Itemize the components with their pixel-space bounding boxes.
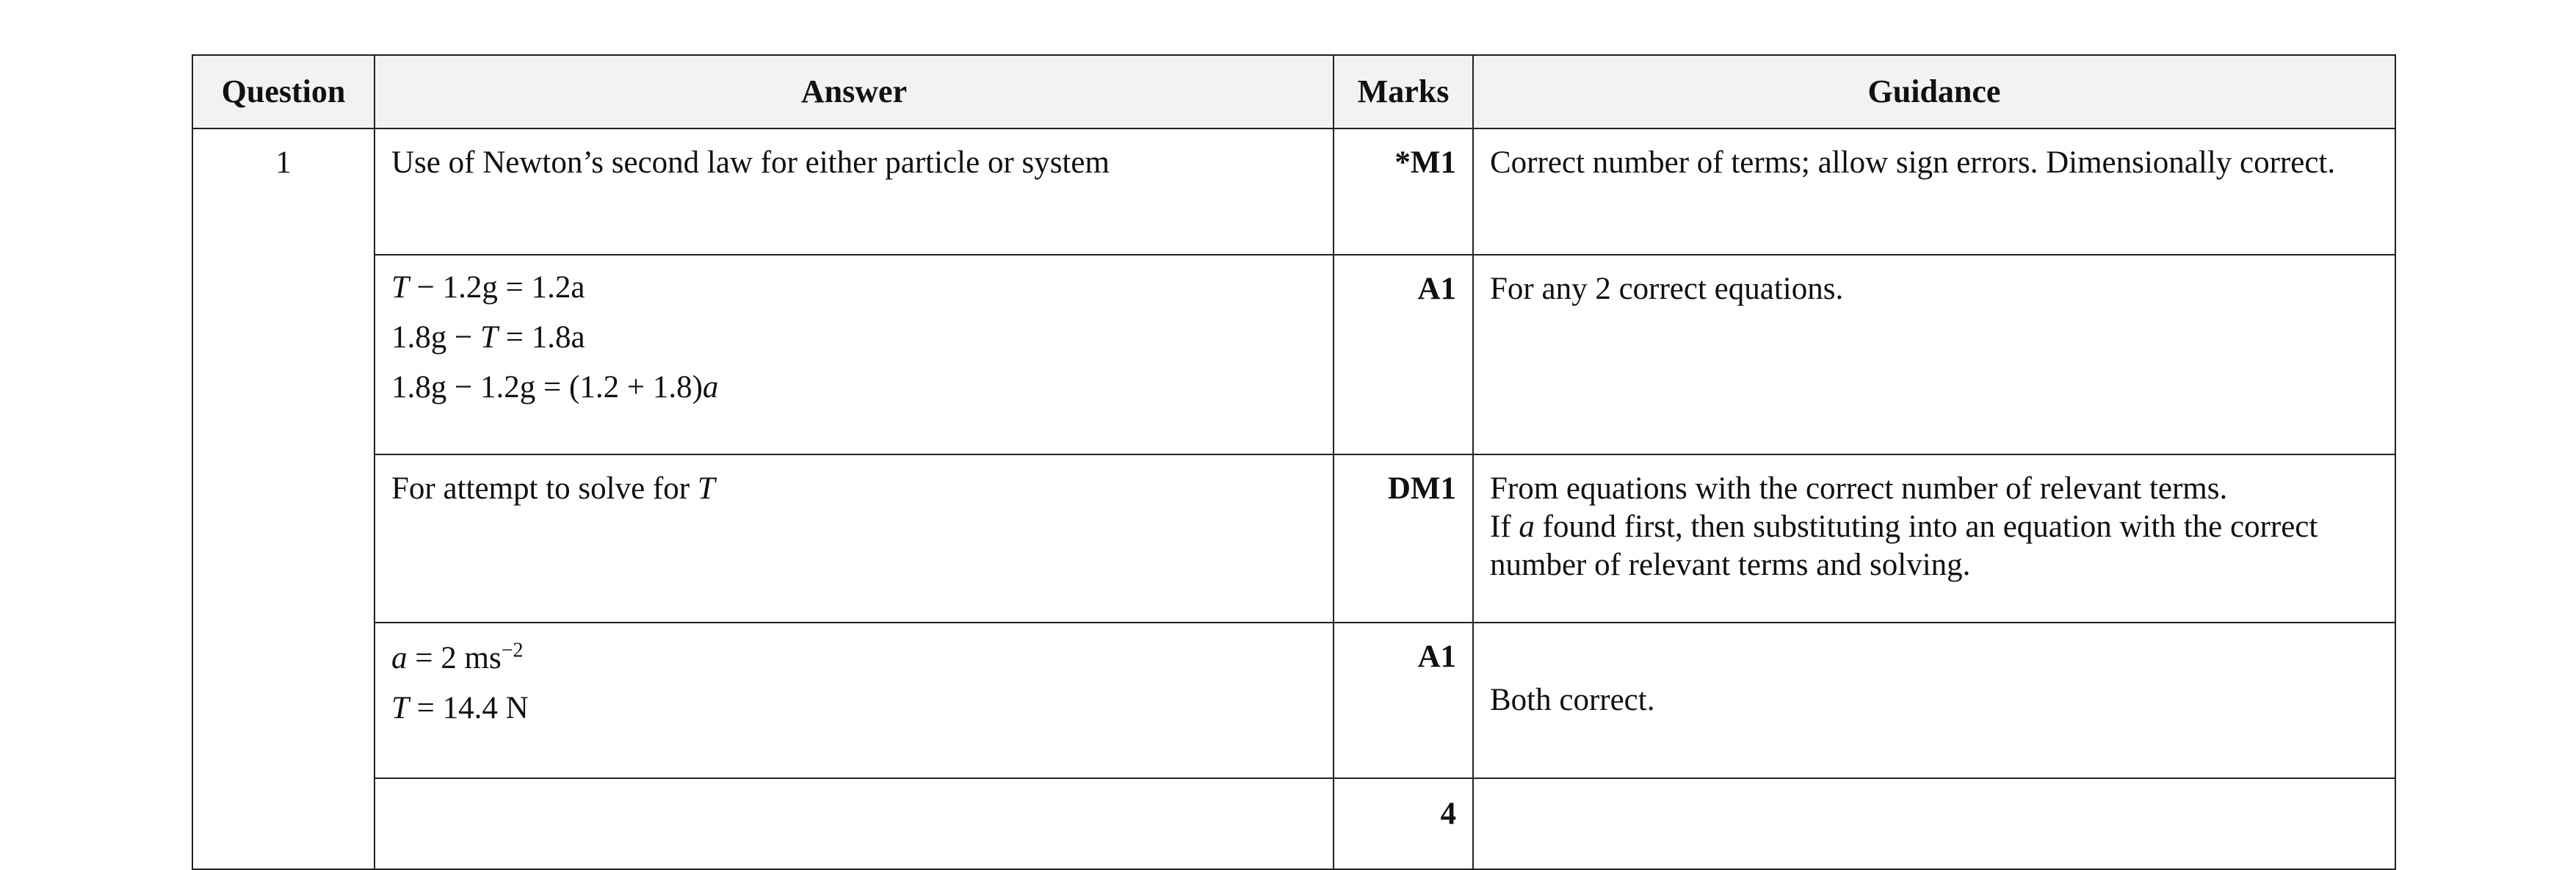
guidance-cell bbox=[1473, 778, 2395, 869]
guidance-line: Correct number of terms; allow sign errors. Dimensionally correct. bbox=[1490, 145, 2336, 180]
answer-cell bbox=[375, 454, 1334, 623]
equation-line: 1.8g − 1.2g = (1.2 + 1.8)a bbox=[391, 370, 719, 405]
guidance-cell bbox=[1473, 454, 2395, 623]
header-question: Question bbox=[192, 55, 375, 128]
answer-line: For attempt to solve for T bbox=[391, 471, 715, 506]
mark-cell: DM1 bbox=[1334, 454, 1473, 623]
total-marks: 4 bbox=[1334, 778, 1473, 869]
total-row bbox=[192, 778, 2395, 869]
table-row bbox=[192, 623, 2395, 778]
table-row bbox=[192, 454, 2395, 623]
equation-line: T = 14.4 N bbox=[391, 691, 529, 725]
guidance-line: If a found first, then substituting into an equation with the correct number of relevant terms and solving. bbox=[1490, 510, 2318, 582]
header-marks: Marks bbox=[1334, 55, 1473, 128]
question-number: 1 bbox=[192, 128, 375, 869]
guidance-line: For any 2 correct equations. bbox=[1490, 272, 1844, 306]
mark-cell: A1 bbox=[1334, 623, 1473, 778]
guidance-cell bbox=[1473, 128, 2395, 255]
answer-cell bbox=[375, 255, 1334, 454]
answer-line: Use of Newton’s second law for either particle or system bbox=[391, 145, 1110, 180]
header-row bbox=[192, 55, 2395, 128]
guidance-cell bbox=[1473, 255, 2395, 454]
table-row bbox=[192, 255, 2395, 454]
guidance-line: From equations with the correct number of relevant terms. bbox=[1490, 471, 2228, 506]
guidance-cell bbox=[1473, 623, 2395, 778]
equation-line: a = 2 $ms^{-2}$ bbox=[391, 639, 524, 675]
answer-cell bbox=[375, 623, 1334, 778]
header-guidance: Guidance bbox=[1473, 55, 2395, 128]
mark-scheme-table bbox=[192, 54, 2396, 870]
equation-line: T − 1.2g = 1.2a bbox=[391, 270, 585, 305]
mark-cell: *M1 bbox=[1334, 128, 1473, 255]
answer-cell bbox=[375, 778, 1334, 869]
answer-cell bbox=[375, 128, 1334, 255]
mark-cell: A1 bbox=[1334, 255, 1473, 454]
equation-line: 1.8g − T = 1.8a bbox=[391, 320, 585, 355]
guidance-line: Both correct. bbox=[1490, 683, 1655, 717]
table-row bbox=[192, 128, 2395, 255]
header-answer: Answer bbox=[375, 55, 1334, 128]
